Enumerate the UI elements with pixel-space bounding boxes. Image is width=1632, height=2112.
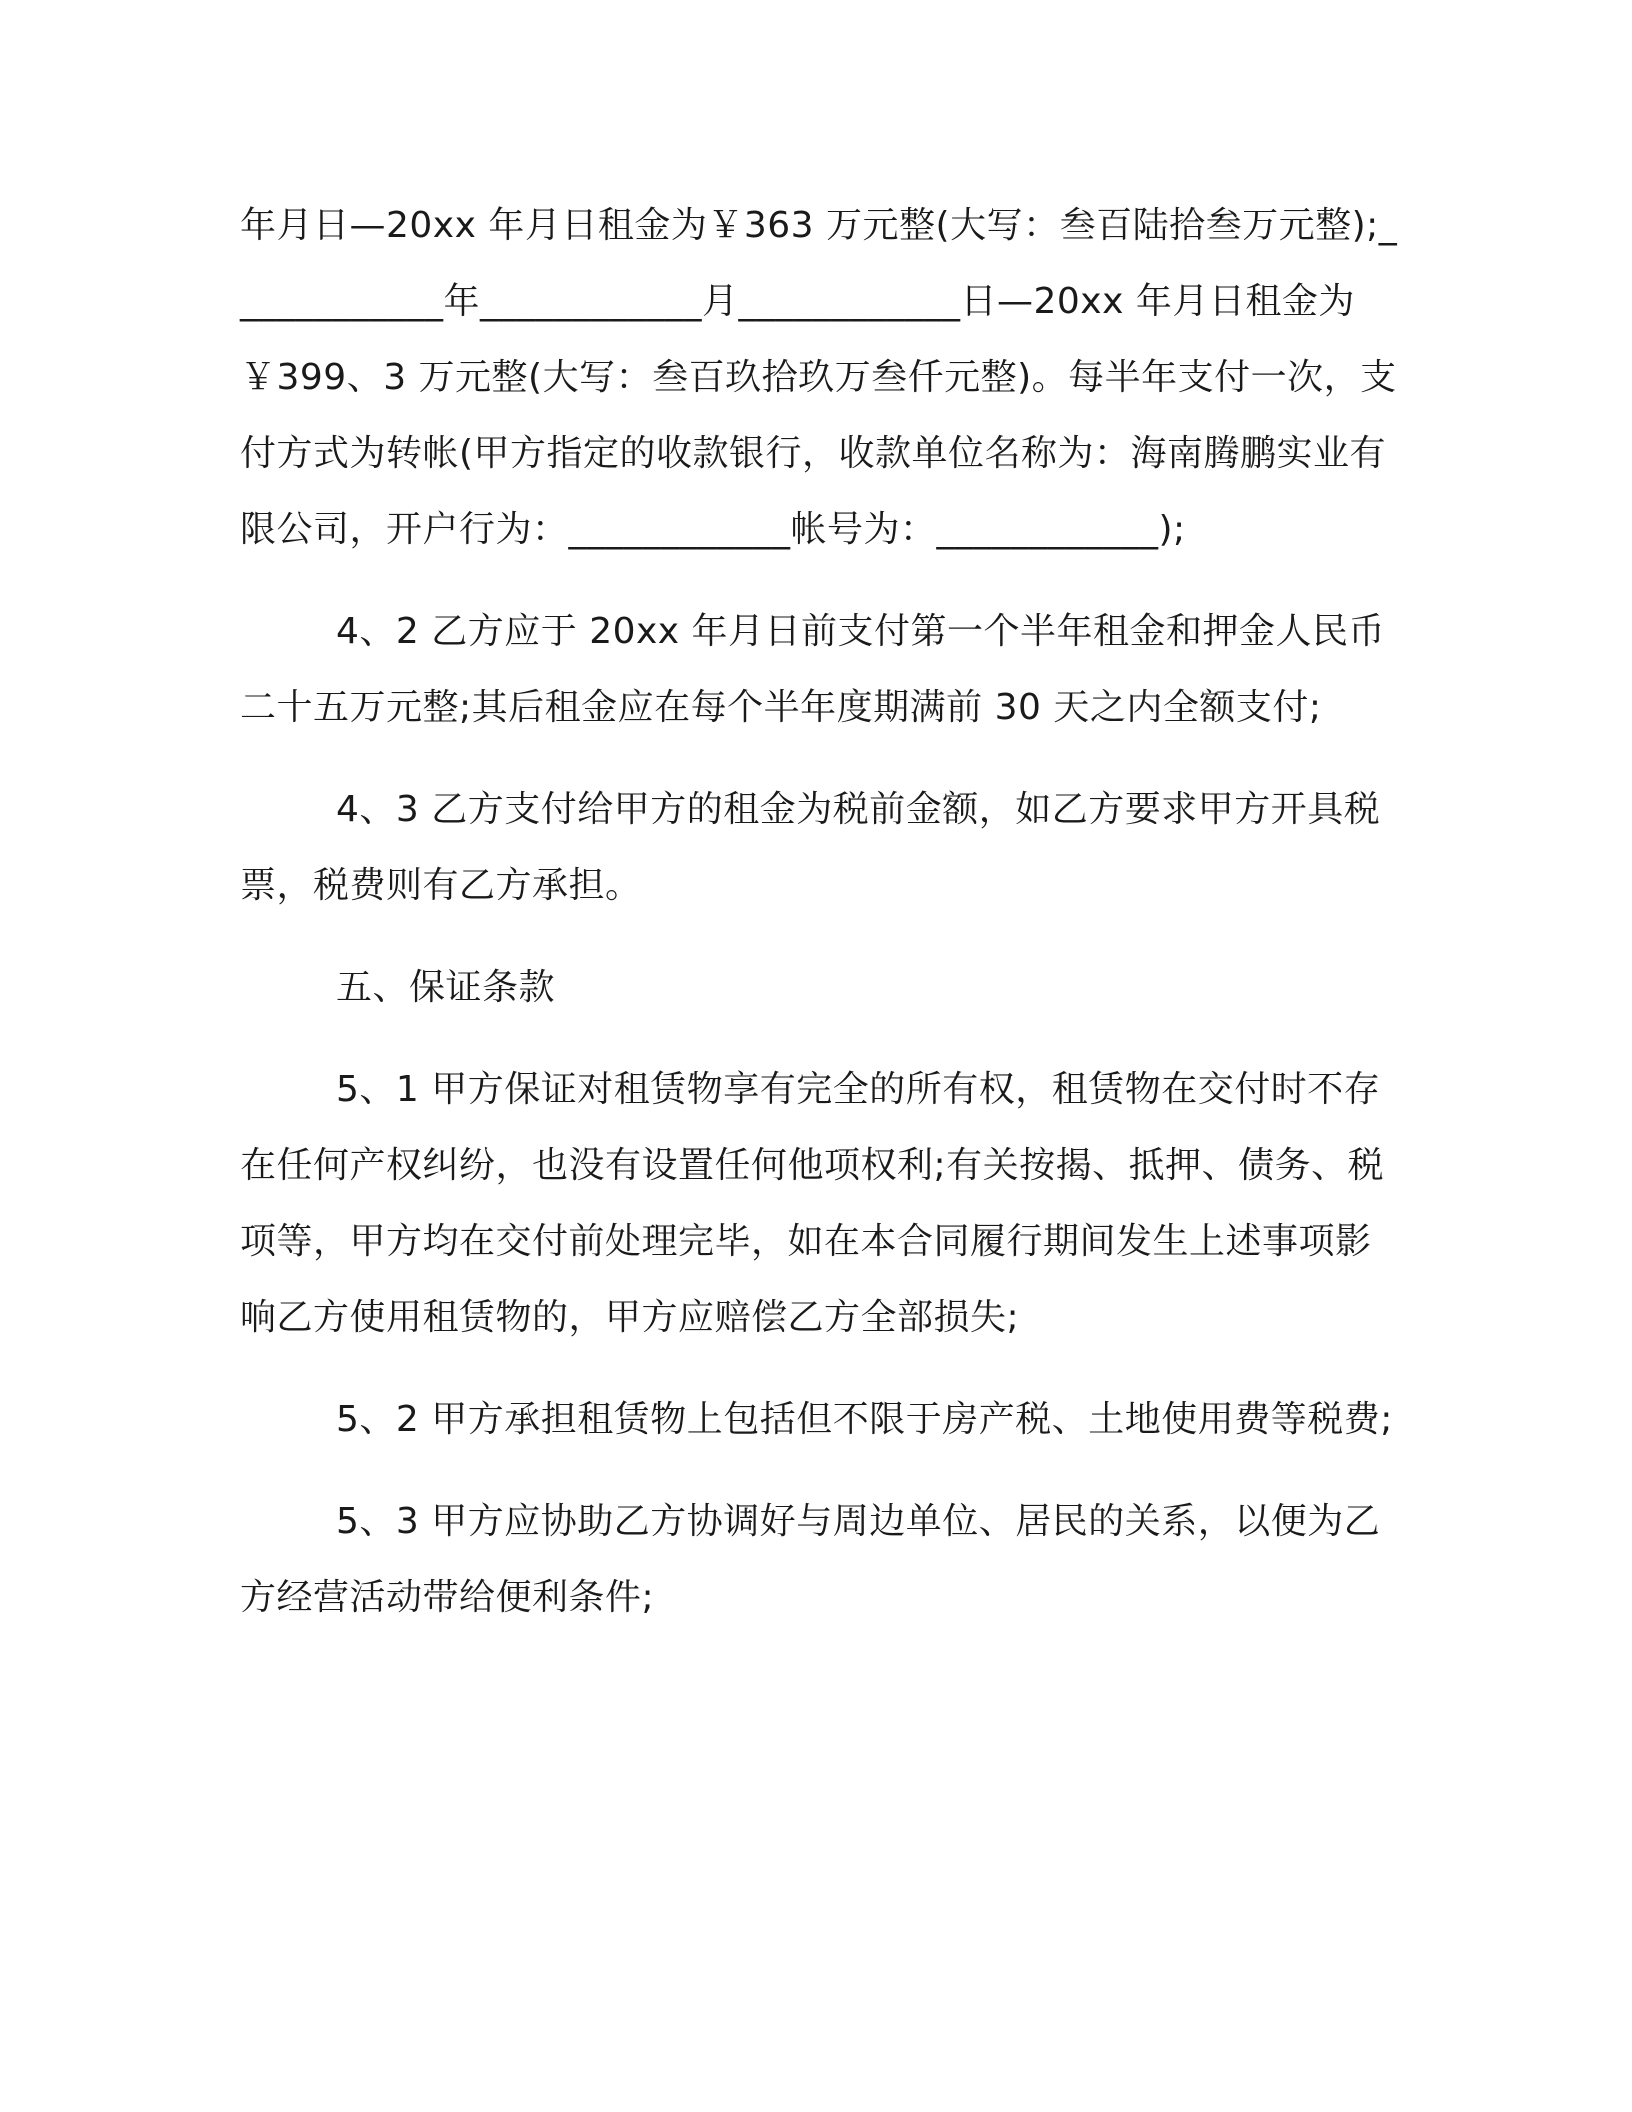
document-body xyxy=(240,188,1400,1636)
section-heading-guarantee-terms: 五、保证条款 xyxy=(336,967,556,1008)
paragraph-rent-payment-terms: 年月日—20xx 年月日租金为￥363 万元整(大写：叁百陆拾叁万元整);____________年____________月____________日—20xx 年月日租金为￥399、3 万元整(大写：叁百玖拾玖万叁仟元整)。每半年支付一次，支付方式为转帐(甲方指定的收款银行，收款单位名称为：海南腾鹏实业有限公司，开户行为：____________帐号为：____________); xyxy=(240,205,1398,550)
paragraph-clause-5-2: 5、2 甲方承担租赁物上包括但不限于房产税、土地使用费等税费; xyxy=(336,1399,1393,1440)
paragraph-clause-4-2: 4、2 乙方应于 20xx 年月日前支付第一个半年租金和押金人民币二十五万元整;其后租金应在每个半年度期满前 30 天之内全额支付; xyxy=(240,611,1386,728)
paragraph-clause-5-1: 5、1 甲方保证对租赁物享有完全的所有权，租赁物在交付时不存在任何产权纠纷，也没有设置任何他项权利;有关按揭、抵押、债务、税项等，甲方均在交付前处理完毕，如在本合同履行期间发生上述事项影响乙方使用租赁物的，甲方应赔偿乙方全部损失; xyxy=(240,1069,1385,1338)
paragraph-clause-4-3: 4、3 乙方支付给甲方的租金为税前金额，如乙方要求甲方开具税票，税费则有乙方承担。 xyxy=(240,789,1381,906)
paragraph-clause-5-3: 5、3 甲方应协助乙方协调好与周边单位、居民的关系，以便为乙方经营活动带给便利条件; xyxy=(240,1501,1381,1618)
